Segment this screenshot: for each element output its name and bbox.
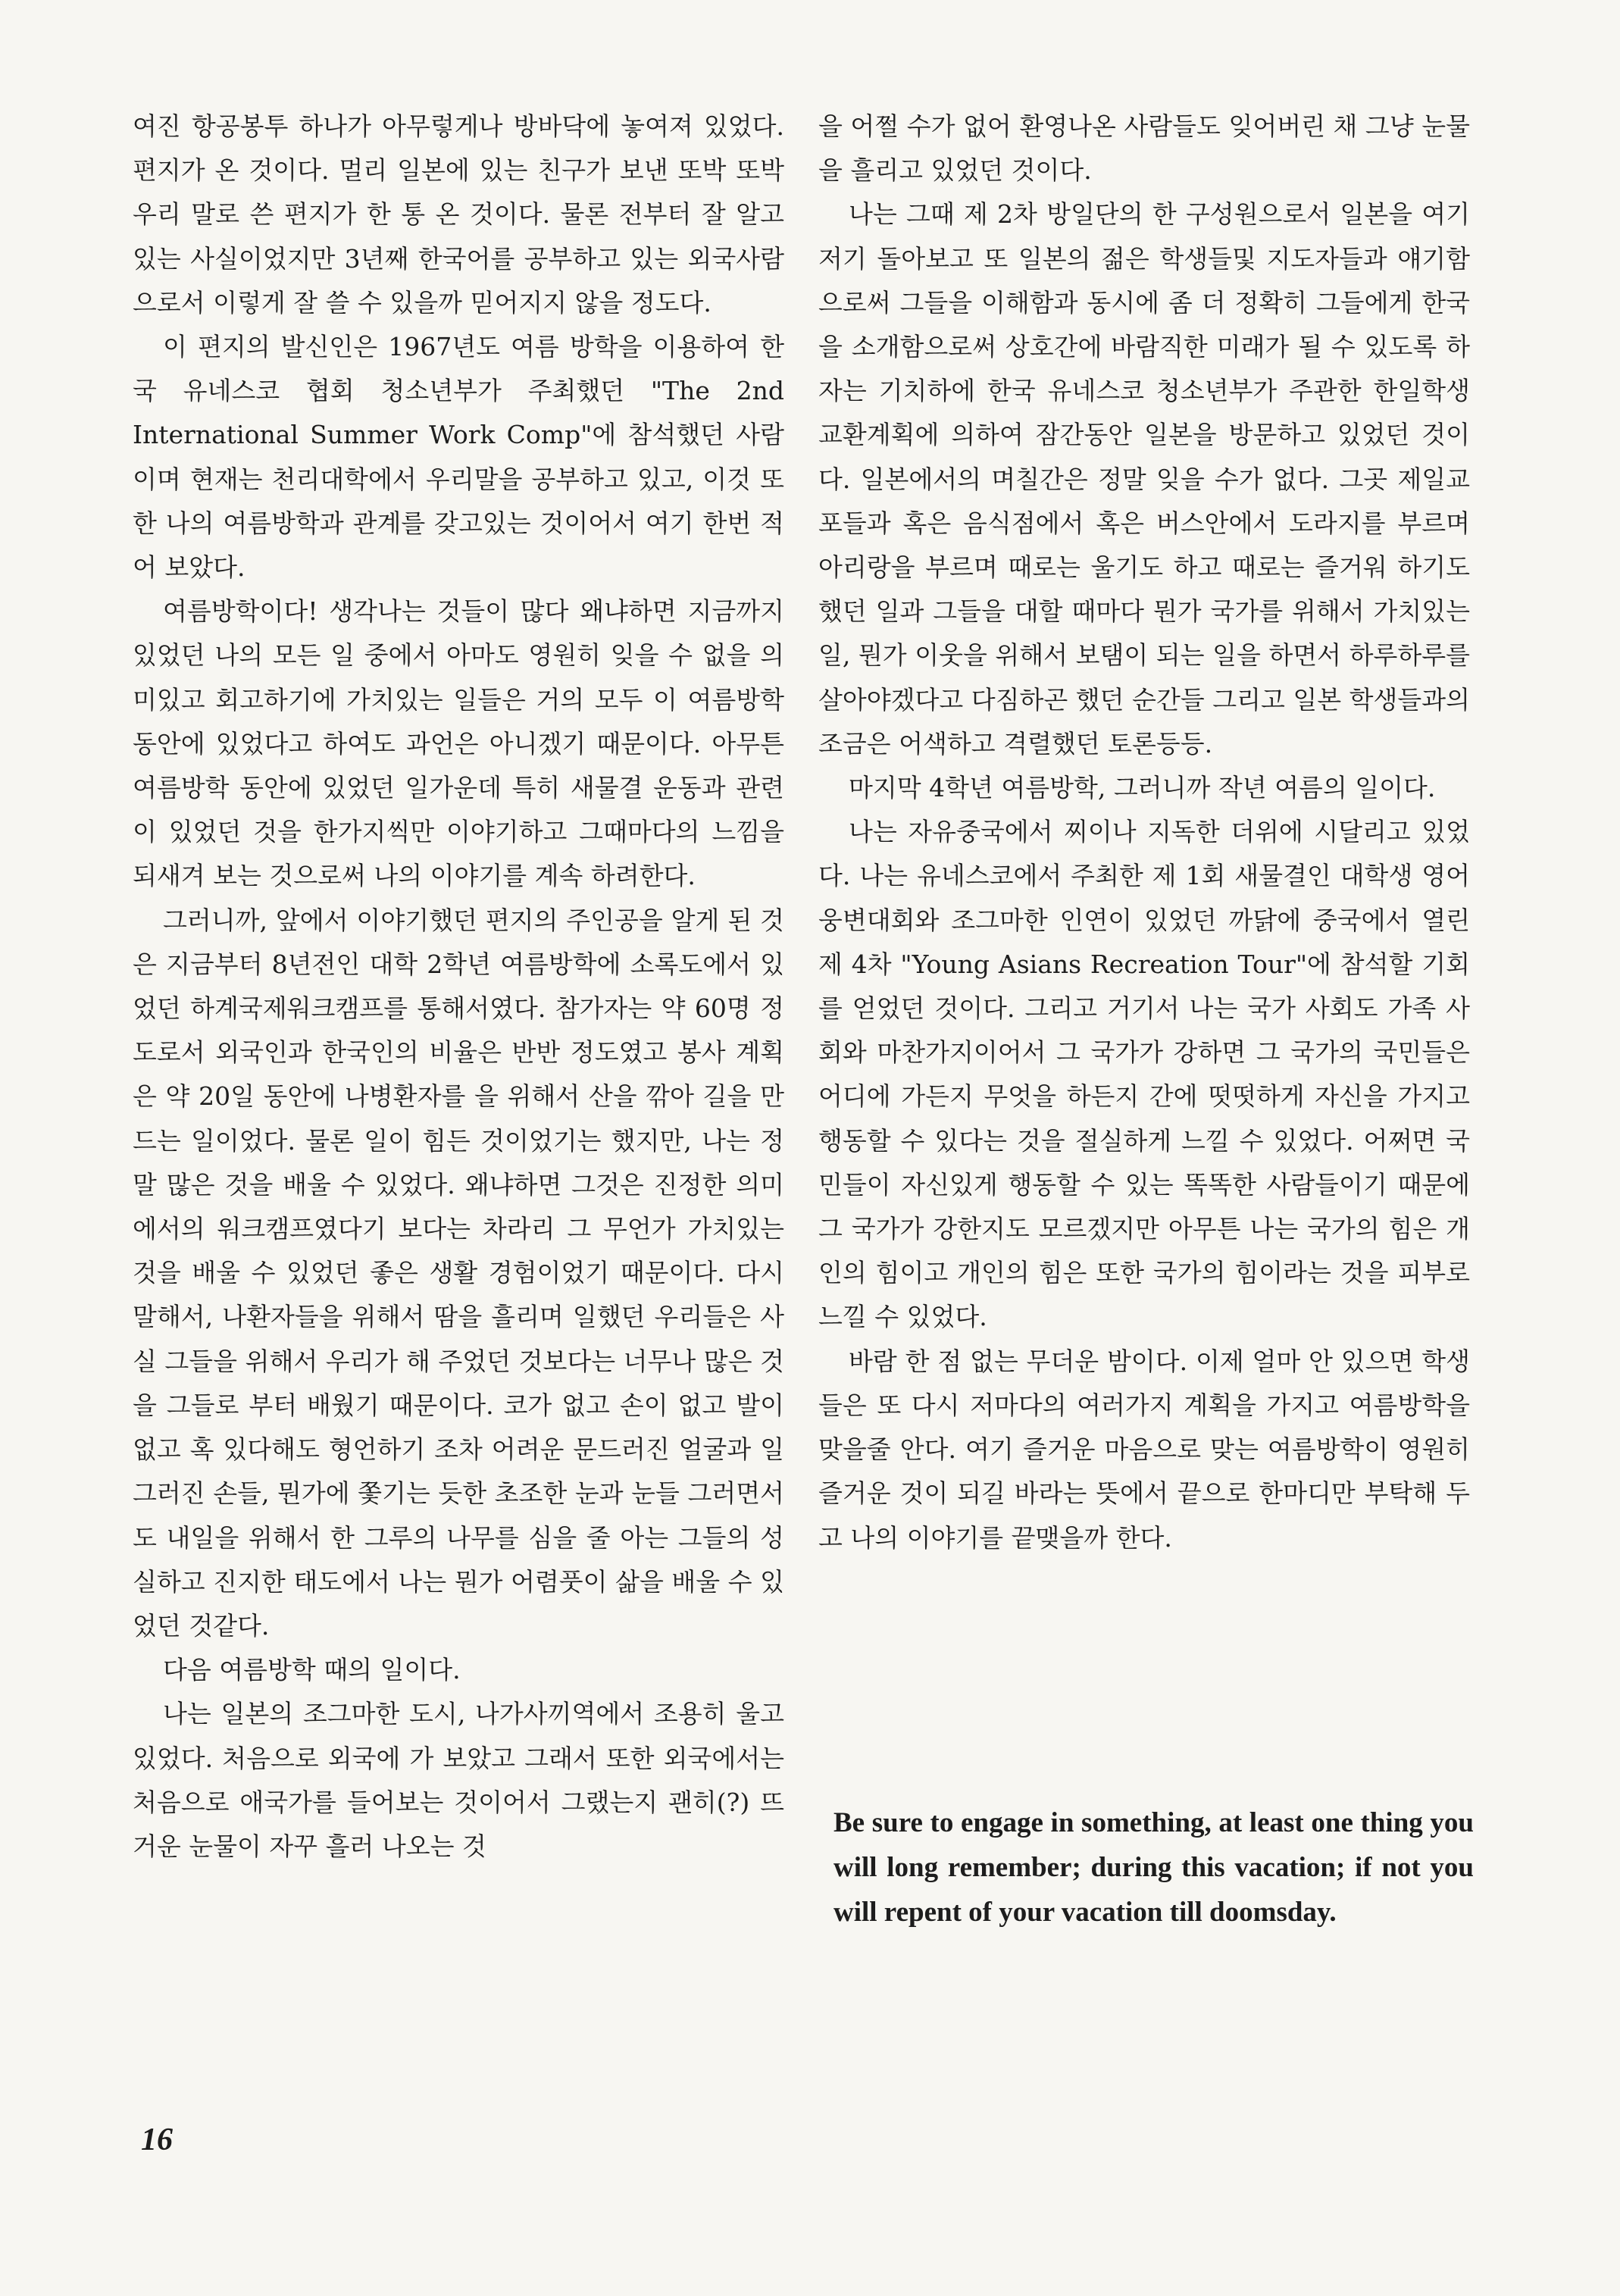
paragraph-japan-visit: 나는 그때 제 2차 방일단의 한 구성원으로서 일본을 여기 저기 돌아보고 또 일본의 젊은 학생들및 지도자들과 얘기함으로써 그들을 이해함과 동시에 좀 더 정확히 그들에게 한국을 소개함으로써 상호간에 바람직한 미래가 될 수 있도록 하자는 기치하에 한국 유네스코 청소년부가 주관한 한일학생 교환계획에 의하여 잠간동안 일본을 방문하고 있었던 것이다. 일본에서의 며칠간은 정말 잊을 수가 없다. 그곳 제일교포들과 혹은 음식점에서 혹은 버스안에서 도라지를 부르며 아리랑을 부르며 때로는 울기도 하고 때로는 즐거워 하기도 했던 일과 그들을 대할 때마다 뭔가 국가를 위해서 가치있는 일, 뭔가 이웃을 위해서 보탬이 되는 일을 하면서 하루하루를 살아야겠다고 다짐하곤 했던 순간들 그리고 일본 학생들과의 조금은 어색하고 격렬했던 토론등등. (818, 199, 1470, 759)
page-number: 16 (141, 2122, 173, 2157)
paragraph-nagasaki: 나는 일본의 조그마한 도시, 나가사끼역에서 조용히 울고 있었다. 처음으로 외국에 가 보았고 그래서 또한 외국에서는 처음으로 애국가를 들어보는 것이어서 그랬는지 괜히(?) 뜨거운 눈물이 자꾸 흘러 나오는 것 (133, 1699, 784, 1861)
paragraph-next-summer: 다음 여름방학 때의 일이다. (163, 1655, 461, 1685)
paragraph-work-camp: 그러니까, 앞에서 이야기했던 편지의 주인공을 알게 된 것은 지금부터 8년전인 대학 2학년 여름방학에 소록도에서 있었던 하계국제워크캠프를 통해서였다. 참가자는 약 60명 정도로서 외국인과 한국인의 비율은 반반 정도였고 봉사 계획은 약 20일 동안에 나병환자를 을 위해서 산을 깎아 길을 만드는 일이었다. 물론 일이 힘든 것이었기는 했지만, 나는 정말 많은 것을 배울 수 있었다. 왜냐하면 그것은 진정한 의미에서의 워크캠프였다기 보다는 차라리 그 무언가 가치있는 것을 배울 수 있었던 좋은 생활 경험이었기 때문이다. 다시 말해서, 나환자들을 위해서 땀을 흘리며 일했던 우리들은 사실 그들을 위해서 우리가 해 주었던 것보다는 너무나 많은 것을 그들로 부터 배웠기 때문이다. 코가 없고 손이 없고 발이 없고 혹 있다해도 형언하기 조차 어려운 문드러진 얼굴과 일그러진 손들, 뭔가에 쫓기는 듯한 초조한 눈과 눈들 그러면서도 내일을 위해서 한 그루의 나무를 심을 줄 아는 그들의 성실하고 진지한 태도에서 나는 뭔가 어렴풋이 삶을 배울 수 있었던 것같다. (133, 905, 784, 1641)
paragraph-summer-vacation: 여름방학이다! 생각나는 것들이 많다 왜냐하면 지금까지 있었던 나의 모든 일 중에서 아마도 영원히 잊을 수 없을 의미있고 회고하기에 가치있는 일들은 거의 모두 이 여름방학 동안에 있었다고 하여도 과언은 아니겠기 때문이다. 아무튼 여름방학 동안에 있었던 일가운데 특히 새물결 운동과 관련이 있었던 것을 한가지씩만 이야기하고 그때마다의 느낌을 되새겨 보는 것으로써 나의 이야기를 계속 하려한다. (133, 596, 784, 891)
paragraph-tears: 을 어쩔 수가 없어 환영나온 사람들도 잊어버린 채 그냥 눈물을 흘리고 있었던 것이다. (818, 111, 1470, 186)
right-text-column (818, 105, 1470, 1560)
paragraph-last-summer: 마지막 4학년 여름방학, 그러니까 작년 여름의 일이다. (849, 773, 1436, 803)
left-text-column (133, 105, 784, 1869)
paragraph-closing: 바람 한 점 없는 무더운 밤이다. 이제 얼마 안 있으면 학생들은 또 다시 저마다의 여러가지 계획을 가지고 여름방학을 맞을줄 안다. 여기 즐거운 마음으로 맞는 여름방학이 영원히 즐거운 것이 되길 바라는 뜻에서 끝으로 한마디만 부탁해 두고 나의 이야기를 끝맺을까 한다. (818, 1346, 1470, 1553)
paragraph-taiwan: 나는 자유중국에서 찌이나 지독한 더위에 시달리고 있었다. 나는 유네스코에서 주최한 제 1회 새물결인 대학생 영어 웅변대회와 조그마한 인연이 있었던 까닭에 중국에서 열린 제 4차 "Young Asians Recreation Tour"에 참석할 기회를 얻었던 것이다. 그리고 거기서 나는 국가 사회도 가족 사회와 마찬가지이어서 그 국가가 강하면 그 국가의 국민들은 어디에 가든지 무엇을 하든지 간에 떳떳하게 자신을 가지고 행동할 수 있다는 것을 절실하게 느낄 수 있었다. 어쩌면 국민들이 자신있게 행동할 수 있는 똑똑한 사람들이기 때문에 그 국가가 강한지도 모르겠지만 아무튼 나는 국가의 힘은 개인의 힘이고 개인의 힘은 또한 국가의 힘이라는 것을 피부로 느낄 수 있었다. (818, 817, 1470, 1332)
paragraph-letter-sender: 이 편지의 발신인은 1967년도 여름 방학을 이용하여 한국 유네스코 협회 청소년부가 주최했던 "The 2nd International Summer Work Comp"에 참석했던 사람이며 현재는 천리대학에서 우리말을 공부하고 있고, 이것 또한 나의 여름방학과 관계를 갖고있는 것이어서 여기 한번 적어 보았다. (133, 332, 784, 583)
english-quote: Be sure to engage in something, at least one thing you will long remember; during this vacation; if not you will repent of your vacation till doomsday. (833, 1807, 1474, 1928)
paragraph-letter-arrival: 여진 항공봉투 하나가 아무렇게나 방바닥에 놓여져 있었다. 편지가 온 것이다. 멀리 일본에 있는 친구가 보낸 또박 또박 우리 말로 쓴 편지가 한 통 온 것이다. 물론 전부터 잘 알고 있는 사실이었지만 3년째 한국어를 공부하고 있는 외국사람으로서 이렇게 잘 쓸 수 있을까 믿어지지 않을 정도다. (133, 111, 784, 317)
